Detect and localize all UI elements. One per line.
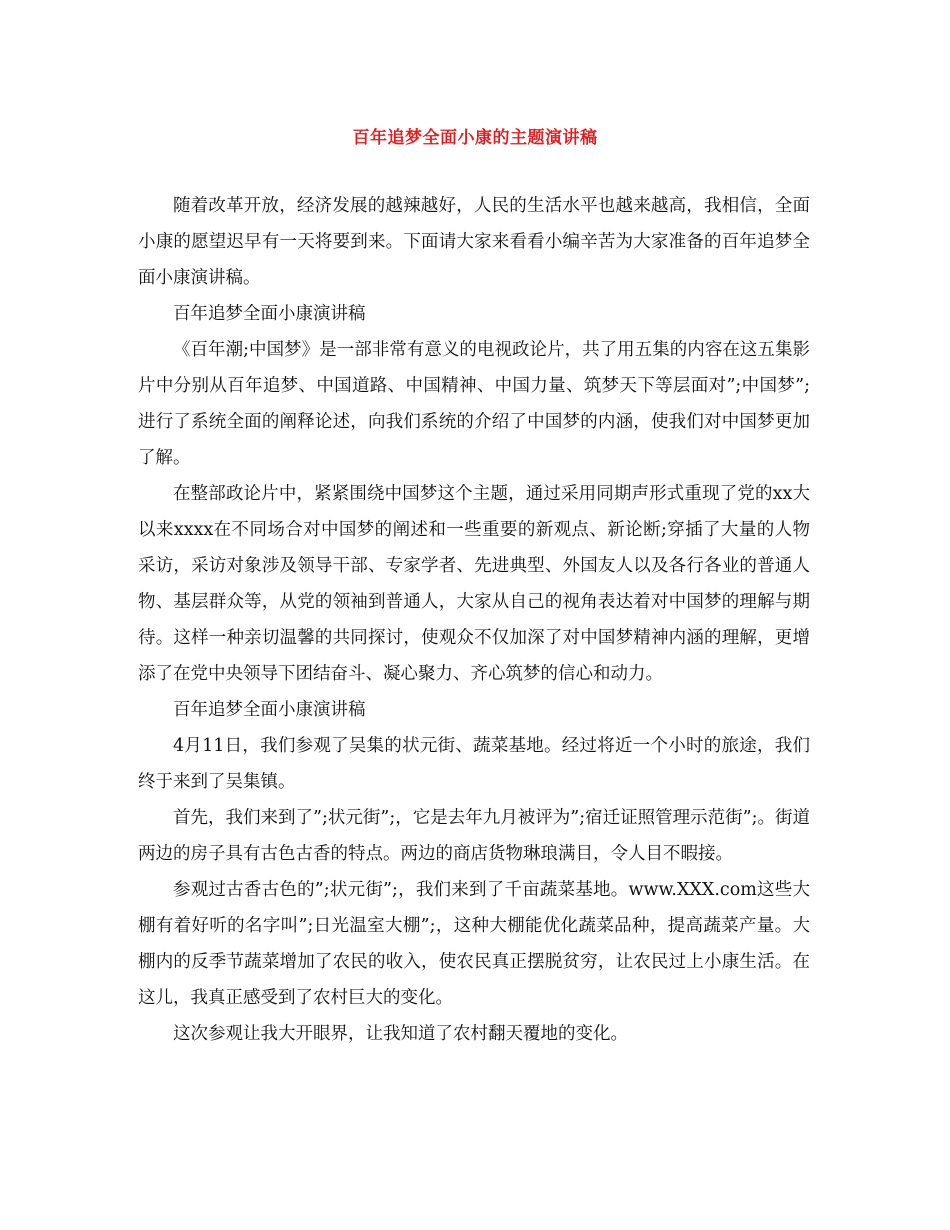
paragraph: 4月11日，我们参观了吴集的状元街、蔬菜基地。经过将近一个小时的旅途，我们终于来到了吴集镇。 xyxy=(138,736,810,792)
paragraph-intro: 随着改革开放，经济发展的越辣越好，人民的生活水平也越来越高，我相信，全面小康的愿望迟早有一天将要到来。下面请大家来看看小编辛苦为大家准备的百年追梦全面小康演讲稿。 xyxy=(138,196,810,288)
document-body xyxy=(138,188,810,1052)
section-heading: 百年追梦全面小康演讲稿 xyxy=(173,700,366,720)
document-title: 百年追梦全面小康的主题演讲稿 xyxy=(352,128,598,148)
paragraph: 首先，我们来到了”;状元街”;，它是去年九月被评为”;宿迁证照管理示范街”;。街道两边的房子具有古色古香的特点。两边的商店货物琳琅满目，令人目不暇接。 xyxy=(138,808,810,864)
paragraph-closing: 这次参观让我大开眼界，让我知道了农村翻天覆地的变化。 xyxy=(173,1024,628,1044)
paragraph: 《百年潮;中国梦》是一部非常有意义的电视政论片，共了用五集的内容在这五集影片中分别从百年追梦、中国道路、中国精神、中国力量、筑梦天下等层面对”;中国梦”;进行了系统全面的阐释论述，向我们系统的介绍了中国梦的内涵，使我们对中国梦更加了解。 xyxy=(138,340,810,468)
section-heading: 百年追梦全面小康演讲稿 xyxy=(173,304,366,324)
paragraph: 在整部政论片中，紧紧围绕中国梦这个主题，通过采用同期声形式重现了党的xx大以来xxxx在不同场合对中国梦的阐述和一些重要的新观点、新论断;穿插了大量的人物采访，采访对象涉及领导干部、专家学者、先进典型、外国友人以及各行各业的普通人物、基层群众等，从党的领袖到普通人，大家从自己的视角表达着对中国梦的理解与期待。这样一种亲切温馨的共同探讨，使观众不仅加深了对中国梦精神内涵的理解，更增添了在党中央领导下团结奋斗、凝心聚力、齐心筑梦的信心和动力。 xyxy=(138,484,810,684)
paragraph: 参观过古香古色的”;状元街”;，我们来到了千亩蔬菜基地。www.XXX.com这些大棚有着好听的名字叫”;日光温室大棚”;，这种大棚能优化蔬菜品种，提高蔬菜产量。大棚内的反季节蔬菜增加了农民的收入，使农民真正摆脱贫穷，让农民过上小康生活。在这儿，我真正感受到了农村巨大的变化。 xyxy=(138,880,810,1008)
